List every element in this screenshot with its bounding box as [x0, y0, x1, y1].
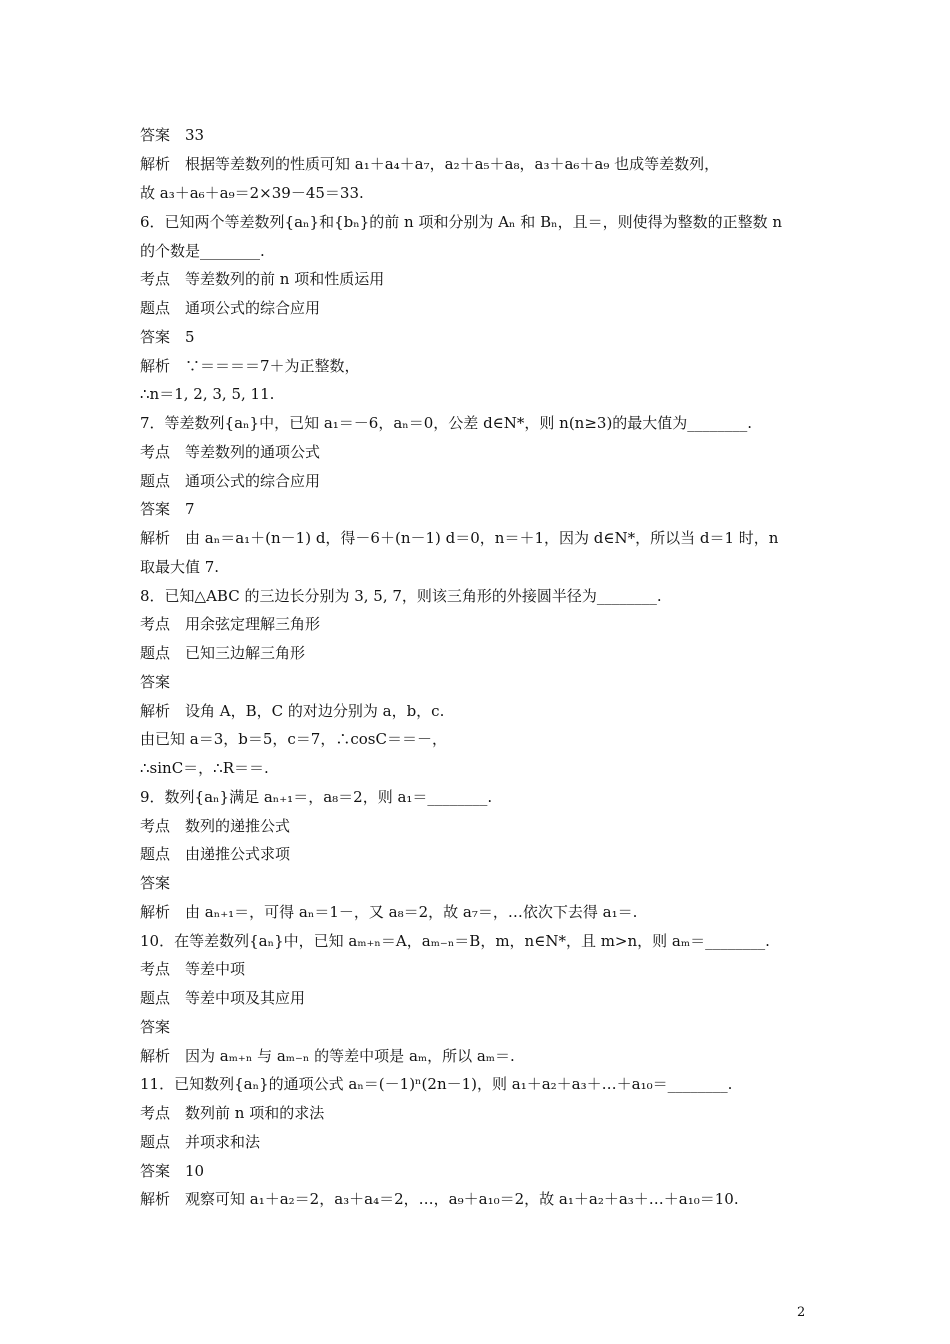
text-line: 11．已知数列{aₙ}的通项公式 aₙ＝(－1)ⁿ(2n－1)，则 a₁＋a₂＋a₃＋…＋a₁₀＝________.	[140, 1075, 733, 1093]
text-line: 解析 设角 A，B，C 的对边分别为 a，b，c.	[140, 702, 445, 720]
text-line: 取最大值 7.	[140, 558, 220, 576]
text-line: 9．数列{aₙ}满足 aₙ₊₁＝，a₈＝2，则 a₁＝________.	[140, 788, 493, 806]
text-line: 题点 并项求和法	[140, 1133, 261, 1151]
text-line: 7．等差数列{aₙ}中，已知 a₁＝－6，aₙ＝0，公差 d∈N*，则 n(n≥3)的最大值为________.	[140, 414, 753, 432]
text-line: 答案 10	[140, 1162, 205, 1180]
text-line: 答案 33	[140, 126, 205, 144]
text-line: 答案	[140, 874, 171, 892]
text-line: 解析 观察可知 a₁＋a₂＝2，a₃＋a₄＝2，…，a₉＋a₁₀＝2，故 a₁＋a₂＋a₃＋…＋a₁₀＝10.	[140, 1190, 739, 1208]
text-line: 考点 等差中项	[140, 960, 246, 978]
text-line: 故 a₃＋a₆＋a₉＝2×39－45＝33.	[140, 184, 364, 202]
text-line: 6．已知两个等差数列{aₙ}和{bₙ}的前 n 项和分别为 Aₙ 和 Bₙ，且＝，则使得为整数的正整数 n	[140, 213, 783, 231]
text-line: 解析 由 aₙ₊₁＝，可得 aₙ＝1－，又 a₈＝2，故 a₇＝，…依次下去得 a₁＝.	[140, 903, 638, 921]
text-line: 解析 因为 aₘ₊ₙ 与 aₘ₋ₙ 的等差中项是 aₘ，所以 aₘ＝.	[140, 1047, 515, 1065]
text-line: 考点 数列的递推公式	[140, 817, 291, 835]
text-line: 解析 ∵＝＝＝＝7＋为正整数，	[140, 357, 360, 375]
text-line: ∴sinC＝，∴R＝＝.	[140, 759, 269, 777]
text-line: 解析 根据等差数列的性质可知 a₁＋a₄＋a₇，a₂＋a₅＋a₈，a₃＋a₆＋a₉ 也成等差数列，	[140, 155, 720, 173]
text-line: 考点 等差数列的前 n 项和性质运用	[140, 270, 385, 288]
text-line: 答案	[140, 1018, 171, 1036]
text-line: ∴n＝1, 2, 3, 5, 11.	[140, 385, 275, 403]
text-line: 8．已知△ABC 的三边长分别为 3, 5, 7，则该三角形的外接圆半径为________.	[140, 587, 662, 605]
text-line: 题点 等差中项及其应用	[140, 989, 306, 1007]
text-line: 答案	[140, 673, 171, 691]
text-line: 题点 通项公式的综合应用	[140, 299, 321, 317]
text-line: 题点 由递推公式求项	[140, 845, 291, 863]
text-line: 解析 由 aₙ＝a₁＋(n－1) d，得－6＋(n－1) d＝0，n＝＋1，因为 d∈N*，所以当 d＝1 时，n	[140, 529, 779, 547]
text-line: 考点 用余弦定理解三角形	[140, 615, 321, 633]
page-number: 2	[797, 1305, 806, 1320]
text-line: 答案 7	[140, 500, 195, 518]
text-line: 答案 5	[140, 328, 195, 346]
text-line: 由已知 a＝3，b＝5，c＝7，∴cosC＝＝－，	[140, 730, 447, 748]
text-line: 考点 等差数列的通项公式	[140, 443, 321, 461]
text-line: 题点 通项公式的综合应用	[140, 472, 321, 490]
text-line: 题点 已知三边解三角形	[140, 644, 306, 662]
text-line: 考点 数列前 n 项和的求法	[140, 1104, 325, 1122]
text-line: 10．在等差数列{aₙ}中，已知 aₘ₊ₙ＝A，aₘ₋ₙ＝B，m，n∈N*，且 m>n，则 aₘ＝________.	[140, 932, 770, 950]
text-line: 的个数是________.	[140, 242, 265, 260]
